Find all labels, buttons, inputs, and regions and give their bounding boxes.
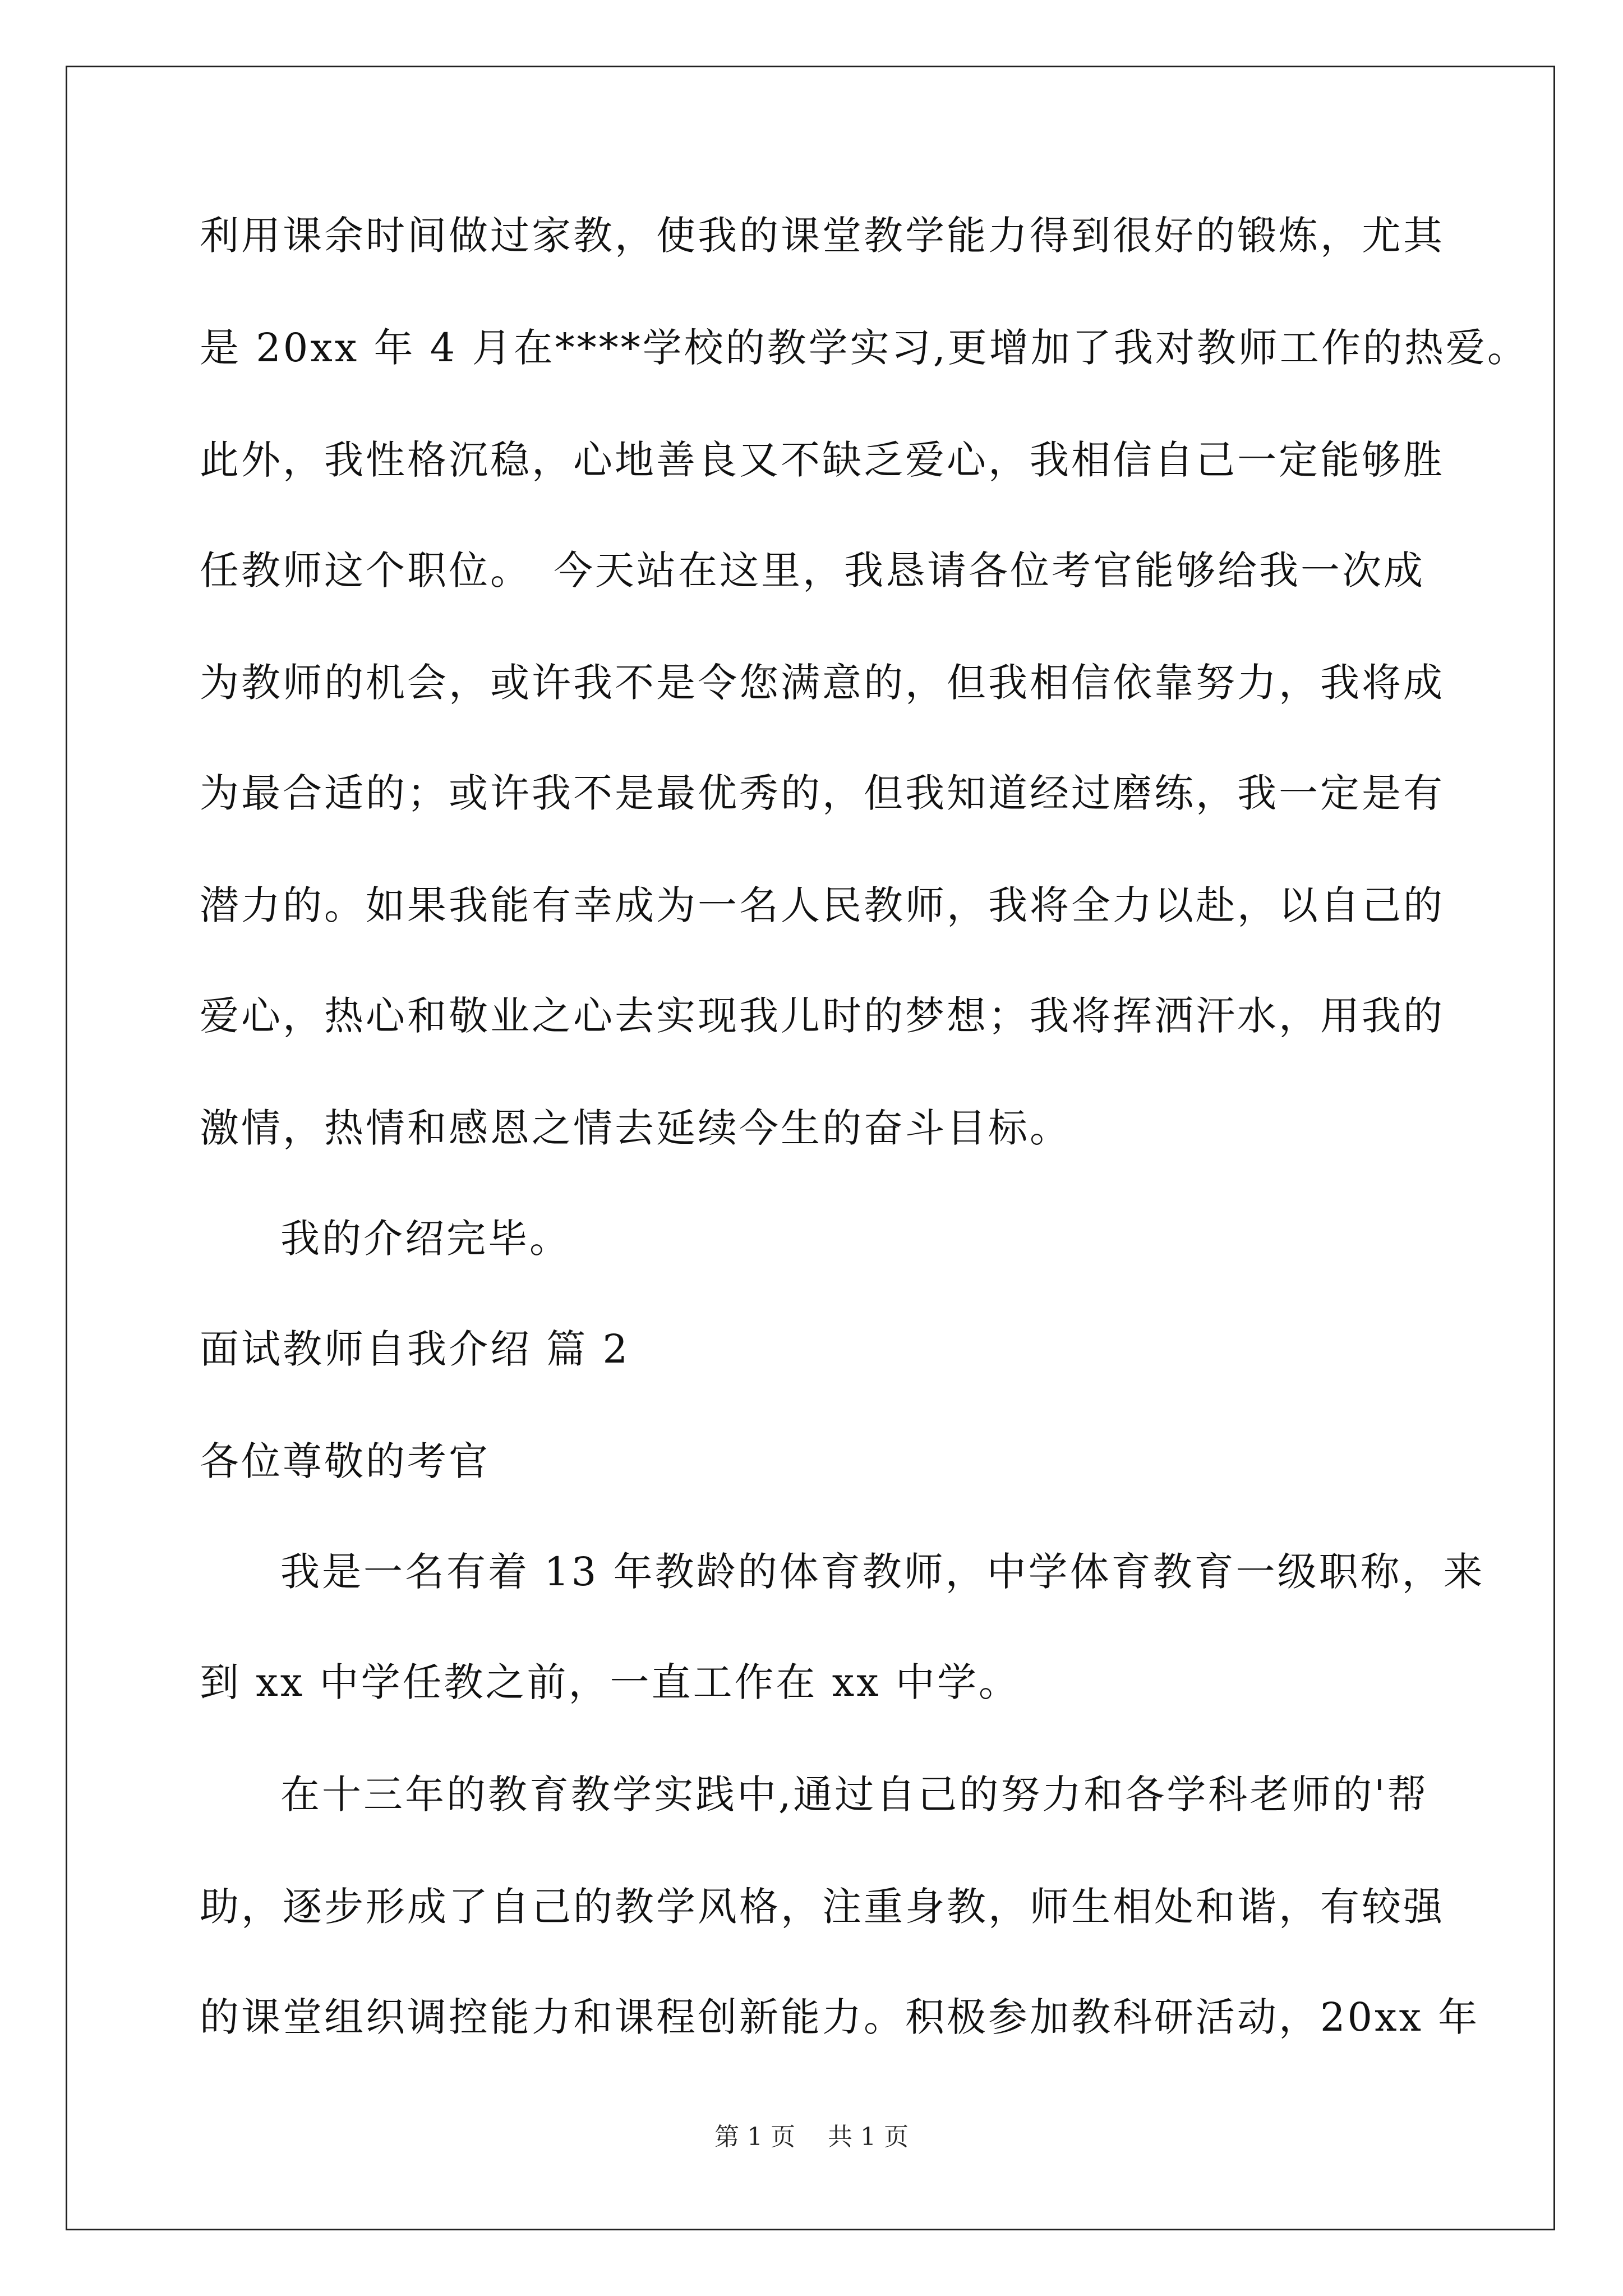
closing-line: 我的介绍完毕。 bbox=[280, 1216, 571, 1262]
paragraph-line: 爱心，热心和敬业之心去实现我儿时的梦想；我将挥洒汗水，用我的 bbox=[200, 993, 1445, 1039]
paragraph-line: 的课堂组织调控能力和课程创新能力。积极参加教科研活动，20xx 年 bbox=[200, 1994, 1480, 2040]
paragraph-line: 在十三年的教育教学实践中,通过自己的努力和各学科老师的'帮 bbox=[280, 1772, 1429, 1818]
salutation: 各位尊敬的考官 bbox=[200, 1438, 490, 1484]
paragraph-line: 到 xx 中学任教之前，一直工作在 xx 中学。 bbox=[200, 1659, 1020, 1705]
paragraph-line: 任教师这个职位。 今天站在这里，我恳请各位考官能够给我一次成 bbox=[200, 547, 1425, 593]
paragraph-line: 激情，热情和感恩之情去延续今生的奋斗目标。 bbox=[200, 1105, 1071, 1151]
paragraph-line: 是 20xx 年 4 月在****学校的教学实习,更增加了我对教师工作的热爱。 bbox=[200, 325, 1529, 371]
paragraph-line: 为教师的机会，或许我不是令您满意的，但我相信依靠努力，我将成 bbox=[200, 660, 1445, 706]
paragraph-line: 利用课余时间做过家教，使我的课堂教学能力得到很好的锻炼，尤其 bbox=[200, 213, 1445, 259]
paragraph-line: 潜力的。如果我能有幸成为一名人民教师，我将全力以赴，以自己的 bbox=[200, 882, 1445, 928]
paragraph-line: 助，逐步形成了自己的教学风格，注重身教，师生相处和谐，有较强 bbox=[200, 1884, 1445, 1930]
paragraph-line: 为最合适的；或许我不是最优秀的，但我知道经过磨练，我一定是有 bbox=[200, 770, 1445, 816]
page-number-footer: 第 1 页 共 1 页 bbox=[714, 2123, 909, 2151]
paragraph-line: 此外，我性格沉稳，心地善良又不缺乏爱心，我相信自己一定能够胜 bbox=[200, 437, 1445, 483]
section-heading: 面试教师自我介绍 篇 2 bbox=[200, 1326, 630, 1372]
paragraph-line: 我是一名有着 13 年教龄的体育教师，中学体育教育一级职称，来 bbox=[280, 1549, 1485, 1595]
